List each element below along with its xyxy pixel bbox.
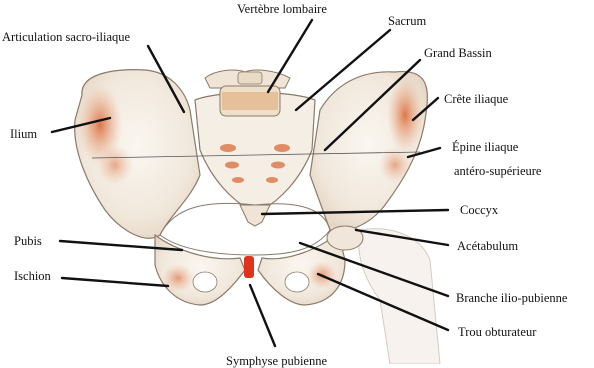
label-symphyse-pubienne: Symphyse pubienne — [226, 354, 328, 368]
label-articulation-sacro-iliaque: Articulation sacro-iliaque — [2, 30, 131, 44]
label-epine-iliaque-line1: Épine iliaque — [452, 140, 519, 154]
label-acetabulum: Acétabulum — [457, 239, 519, 253]
label-branche-ilio-pubienne: Branche ilio-pubienne — [456, 291, 568, 305]
label-pubis: Pubis — [14, 234, 42, 248]
label-coccyx: Coccyx — [460, 203, 499, 217]
pubic-symphysis-shape — [244, 256, 254, 278]
label-epine-iliaque-line2: antéro-supérieure — [454, 164, 542, 178]
label-ischion: Ischion — [14, 269, 51, 283]
leader-ischion — [62, 278, 168, 286]
leader-vertebre-lombaire — [268, 20, 312, 92]
label-sacrum: Sacrum — [388, 14, 427, 28]
coccyx-shape — [240, 205, 270, 226]
label-vertebre-lombaire: Vertèbre lombaire — [237, 2, 327, 16]
label-trou-obturateur: Trou obturateur — [458, 325, 537, 339]
label-crete-iliaque: Crête iliaque — [444, 92, 509, 106]
left-pubis-ischium — [155, 235, 245, 305]
label-grand-bassin: Grand Bassin — [424, 46, 492, 60]
label-ilium: Ilium — [10, 127, 38, 141]
right-ilium — [310, 72, 427, 232]
leader-symphyse-pubienne — [250, 285, 275, 346]
